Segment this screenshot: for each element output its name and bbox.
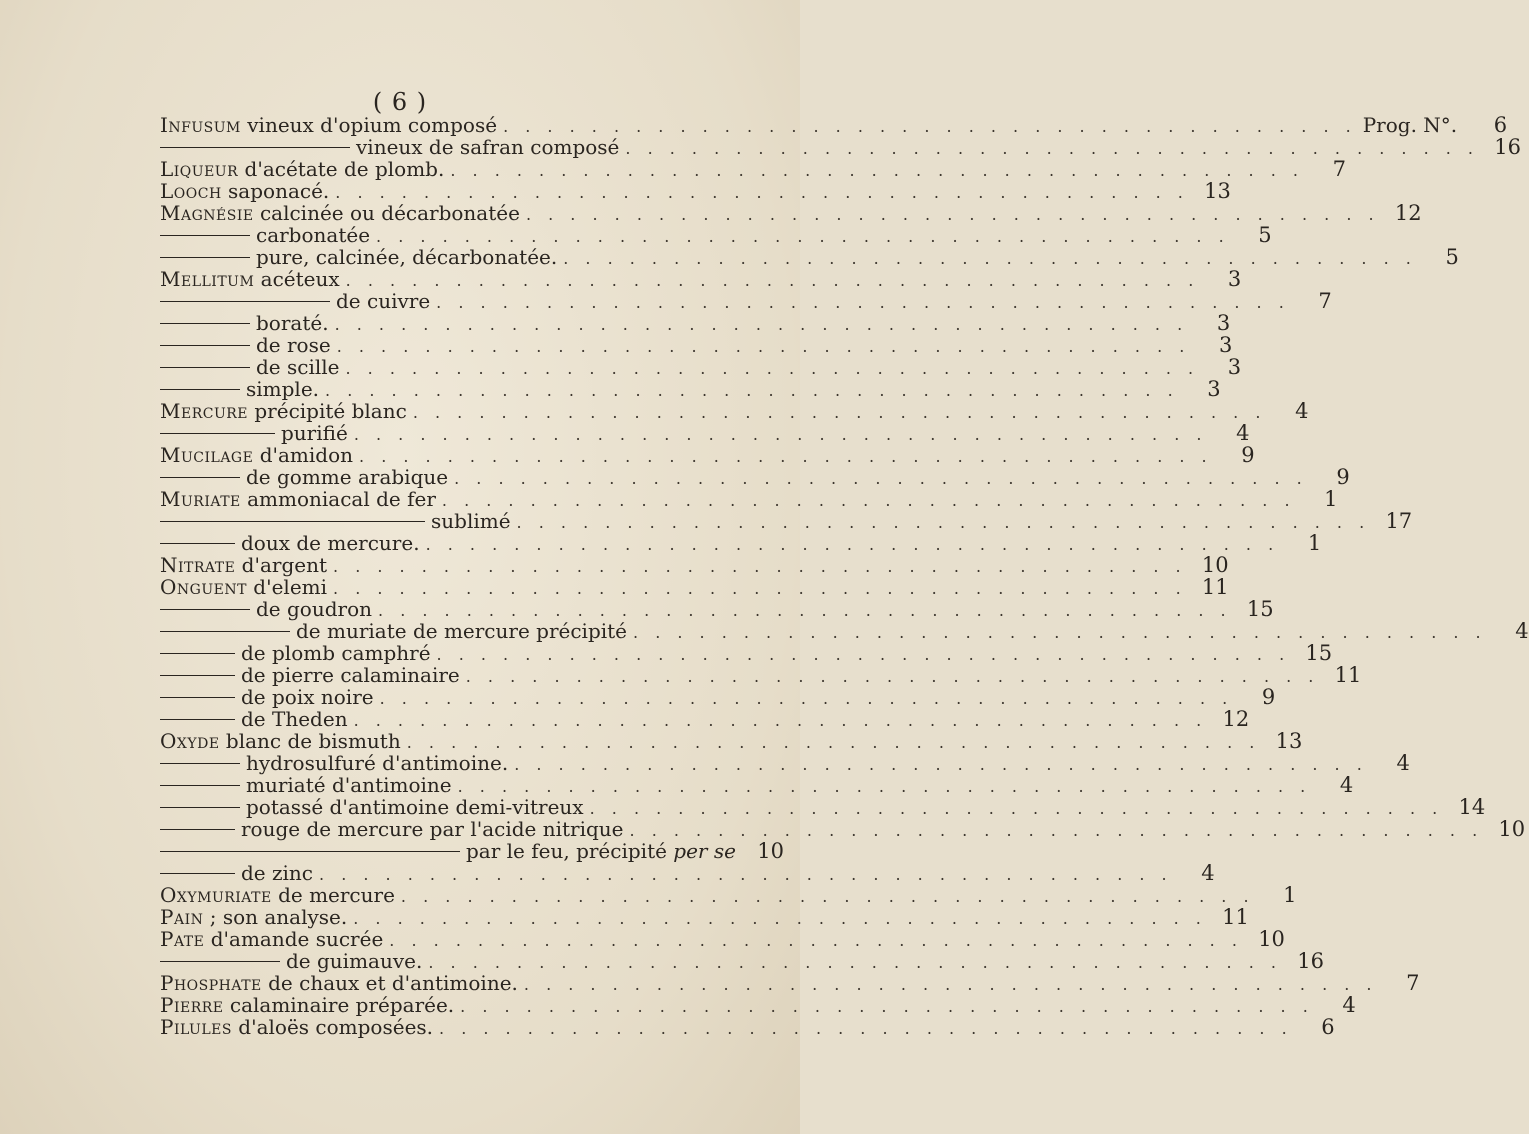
entry-number: 1 [1283,883,1297,907]
index-list [160,113,1529,1039]
entry-number: 17 [1385,509,1413,533]
entry-text: vineux d'opium composé [247,113,498,137]
leader-dots: . . . . . . . . . . . . . . . . . . . . . . . . . . . . . . . . . . . . . . . [625,139,1480,158]
entry-label [160,554,327,576]
entry-number: 10 [1498,817,1526,841]
leader-dots: . . . . . . . . . . . . . . . . . . . . . . . . . . . . . . . . . . . . . . . [400,887,1255,906]
entry-label [160,136,619,158]
entry-number: 12 [1222,707,1250,731]
entry-number: 9 [1261,685,1276,709]
leader-dots: . . . . . . . . . . . . . . . . . . . . . . . . . . . . . . . . . . . . . . . [378,601,1232,620]
entry-label [160,202,520,224]
entry-label [160,730,401,752]
leader-dots: . . . . . . . . . . . . . . . . . . . . . . . . . . . . . . . . . . . . . . . [325,381,1179,400]
entry-name: Pain [160,905,204,929]
entry-number: 1 [1324,487,1338,511]
entry-text: par le feu, précipité [466,839,667,863]
entry-label [160,752,508,774]
leader-dots: . . . . . . . . . . . . . . . . . . . . . . . . . . . . . . . . . . . . . . . [376,227,1230,246]
entry-label [160,444,353,466]
entry-number: 13 [1275,729,1303,753]
entry-text: de mercure [278,883,395,907]
entry-name: Mucilage [160,443,254,467]
entry-text: de poix noire [241,685,374,709]
entry-label [160,268,340,290]
entry-text: potassé d'antimoine demi-vitreux [246,795,584,819]
index-entry [160,707,1250,731]
entry-label [160,884,395,906]
ditto-dash [160,323,250,324]
entry-number: 11 [1334,663,1362,687]
entry-label [160,840,736,862]
header-prog: Prog. N°. [1362,113,1458,137]
entry-text: précipité blanc [254,399,407,423]
index-entry [160,905,1249,929]
index-entry [160,289,1332,313]
ditto-dash [160,609,250,610]
leader-dots: . . . . . . . . . . . . . . . . . . . . . . . . . . . . . . . . . . . . . . . [333,579,1187,598]
entry-text: de Theden [241,707,348,731]
index-entry [160,245,1459,269]
entry-text: de chaux et d'antimoine. [268,971,518,995]
entry-label [160,796,584,818]
leader-dots: . . . . . . . . . . . . . . . . . . . . . . . . . . . . . . . . . . . . . . . [589,799,1444,818]
entry-label [160,642,431,664]
leader-dots: . . . . . . . . . . . . . . . . . . . . . . . . . . . . . . . . . . . . . . . [389,931,1243,950]
entry-number: 16 [1494,135,1522,159]
index-entry [160,553,1229,577]
entry-label [160,532,420,554]
leader-dots: . . . . . . . . . . . . . . . . . . . . . . . . . . . . . . . . . . . . . . . [454,469,1308,488]
entry-text: purifié [281,421,348,445]
entry-name: Phosphate [160,971,262,995]
leader-dots: . . . . . . . . . . . . . . . . . . . . . . . . . . . . . . . . . . . . . . . [353,909,1207,928]
entry-text: pure, calcinée, décarbonatée. [256,245,558,269]
entry-number: 10 [1201,553,1229,577]
entry-number: 3 [1227,267,1242,291]
index-entry [160,641,1333,665]
ditto-dash [160,697,235,698]
entry-text: de zinc [241,861,314,885]
entry-number: 4 [1515,619,1529,643]
entry-text: doux de mercure. [241,531,420,555]
entry-number: 7 [1332,157,1346,181]
entry-label [160,158,444,180]
ditto-dash [160,829,235,830]
index-entry [160,993,1356,1017]
index-entry [160,399,1309,423]
index-entry [160,355,1242,379]
leader-dots: . . . . . . . . . . . . . . . . . . . . . . . . . . . . . . . . . . . . . . . [353,711,1208,730]
entry-number: 6 [1321,1015,1335,1039]
ditto-dash [160,851,460,852]
entry-number: 4 [1342,993,1356,1017]
entry-number: 1 [1307,531,1322,555]
index-entry [160,927,1285,951]
entry-label [160,334,331,356]
entry-number: 3 [1216,311,1231,335]
ditto-dash [160,433,275,434]
entry-number: 4 [1396,751,1410,775]
index-entry [160,377,1221,401]
leader-dots: . . . . . . . . . . . . . . . . . . . . . . . . . . . . . . . . . . . . . . . [436,645,1291,664]
entry-text: muriaté d'antimoine [246,773,452,797]
leader-dots: . . . . . . . . . . . . . . . . . . . . . . . . . . . . . . . . . . . . . . . [345,271,1200,290]
entry-label [160,246,557,268]
entry-text: carbonatée [256,223,371,247]
leader-dots: . . . . . . . . . . . . . . . . . . . . . . . . . . . . . . . . . . . . . . . [334,315,1189,334]
entry-number: 10 [757,839,784,863]
entry-number: 5 [1258,223,1272,247]
entry-label [160,1016,433,1038]
entry-label [160,400,407,422]
entry-name: Pate [160,927,205,951]
index-entry [160,135,1522,159]
index-entry [160,113,1508,137]
entry-text: d'acétate de plomb. [244,157,445,181]
entry-name: Liqueur [160,157,239,181]
entry-text: saponacé. [228,179,330,203]
ditto-dash [160,235,250,236]
leader-dots: . . . . . . . . . . . . . . . . . . . . . . . . . . . . . . . . . . . . . . . [333,557,1187,576]
entry-label [160,950,422,972]
entry-label [160,422,348,444]
entry-text: ammoniacal de fer [247,487,436,511]
index-entry [160,729,1303,753]
leader-dots: . . . . . . . . . . . . . . . . . . . . . . . . . . . . . . . . . . . . . . . [563,249,1417,268]
entry-label [160,224,370,246]
ditto-dash [160,147,350,148]
entry-number: 10 [1258,927,1285,951]
index-entry [160,773,1354,797]
entry-text: blanc de bismuth [225,729,401,753]
ditto-dash [160,763,240,764]
leader-dots: . . . . . . . . . . . . . . . . . . . . . . . . . . . . . . . . . . . . . . . [428,953,1282,972]
entry-text: boraté. [256,311,329,335]
entry-number: 7 [1406,971,1420,995]
entry-label [160,576,327,598]
entry-number: 3 [1227,355,1242,379]
index-entry [160,509,1413,533]
entry-label [160,378,319,400]
leader-dots: . . . . . . . . . . . . . . . . . . . . . . . . . . . . . . . . . . . . . . . [359,447,1213,466]
ditto-dash [160,257,250,258]
entry-number: 16 [1297,949,1324,973]
entry-text: de goudron [256,597,373,621]
index-entry [160,861,1215,885]
entry-text: calcinée ou décarbonatée [259,201,520,225]
entry-text: de cuivre [336,289,431,313]
entry-text: sublimé [431,509,511,533]
leader-dots: . . . . . . . . . . . . . . . . . . . . . . . . . . . . . . . . . . . . . . . [523,975,1378,994]
entry-number: 14 [1458,795,1486,819]
entry-text: rouge de mercure par l'acide nitrique [241,817,624,841]
leader-dots: . . . . . . . . . . . . . . . . . . . . . . . . . . . . . . . . . . . . . . . [516,513,1371,532]
entry-number: 11 [1222,905,1249,929]
entry-text: de gomme arabique [246,465,449,489]
index-entry [160,839,784,863]
entry-label [160,312,329,334]
entry-text: de scille [256,355,340,379]
entry-text: vineux de safran composé [356,135,620,159]
entry-number: 15 [1305,641,1333,665]
entry-name: Oxymuriate [160,883,272,907]
ditto-dash [160,961,280,962]
entry-text: simple. [246,377,320,401]
entry-name: Mercure [160,399,249,423]
entry-number: 3 [1218,333,1233,357]
entry-number: 12 [1394,201,1422,225]
entry-number: 4 [1339,773,1354,797]
entry-label [160,488,436,510]
entry-label [160,906,347,928]
entry-name: Pierre [160,993,224,1017]
entry-text: d'argent [241,553,328,577]
entry-label [160,686,374,708]
entry-text: calaminaire préparée. [229,993,455,1017]
entry-name: Pilules [160,1015,232,1039]
entry-number: 7 [1318,289,1332,313]
ditto-dash [160,873,235,874]
index-entry [160,465,1350,489]
entry-label [160,774,452,796]
entry-label [160,862,313,884]
leader-dots: . . . . . . . . . . . . . . . . . . . . . . . . . . . . . . . . . . . . . . . [514,755,1368,774]
index-entry [160,619,1529,643]
entry-name: Mellitum [160,267,255,291]
index-entry [160,201,1422,225]
index-entry [160,883,1297,907]
entry-label [160,664,460,686]
entry-text: de pierre calaminaire [241,663,460,687]
ditto-dash [160,301,330,302]
leader-dots: . . . . . . . . . . . . . . . . . . . . . . . . . . . . . . . . . . . . . . . [450,161,1304,180]
ditto-dash [160,345,250,346]
entry-number: 9 [1241,443,1255,467]
entry-number: 11 [1201,575,1229,599]
entry-text: de guimauve. [286,949,423,973]
entry-label [160,928,383,950]
ditto-dash [160,719,235,720]
leader-dots: . . . . . . . . . . . . . . . . . . . . . . . . . . . . . . . . . . . . . . . [379,689,1234,708]
entry-number: 6 [1493,113,1508,137]
ditto-dash [160,389,240,390]
index-entry [160,663,1362,687]
entry-name: Looch [160,179,222,203]
leader-dots: . . . . . . . . . . . . . . . . . . . . . . . . . . . . . . . . . . . . . . . [441,491,1296,510]
index-entry [160,421,1250,445]
page-number: ( 6 ) [372,88,428,116]
entry-number: 3 [1207,377,1221,401]
leader-dots: . . . . . . . . . . . . . . . . . . . . . . . . . . . . . . . . . . . . . . . [633,623,1487,642]
entry-text: de rose [256,333,331,357]
entry-label [160,180,329,202]
entry-label [160,114,497,136]
ditto-dash [160,477,240,478]
entry-name: Magnésie [160,201,254,225]
ditto-dash [160,543,235,544]
ditto-dash [160,807,240,808]
entry-label [160,466,448,488]
index-entry [160,267,1242,291]
entry-number: 4 [1295,399,1309,423]
index-entry [160,443,1255,467]
index-entry [160,223,1272,247]
index-entry [160,1015,1335,1039]
entry-label [160,994,454,1016]
entry-number: 9 [1336,465,1350,489]
index-entry [160,531,1322,555]
leader-dots: . . . . . . . . . . . . . . . . . . . . . . . . . . . . . . . . . . . . . . . [335,183,1189,202]
entry-text: d'amidon [259,443,354,467]
ditto-dash [160,653,235,654]
leader-dots: . . . . . . . . . . . . . . . . . . . . . . . . . . . . . . . . . . . . . . . [319,865,1173,884]
entry-text: acéteux [260,267,340,291]
leader-dots: . . . . . . . . . . . . . . . . . . . . . . . . . . . . . . . . . . . . . . . [336,337,1191,356]
leader-dots: . . . . . . . . . . . . . . . . . . . . . . . . . . . . . . . . . . . . . . . [345,359,1200,378]
entry-label [160,818,624,840]
leader-dots: . . . . . . . . . . . . . . . . . . . . . . . . . . . . . . . . . . . . . . . [353,425,1208,444]
entry-number: 5 [1445,245,1459,269]
entry-label [160,598,372,620]
entry-number: 4 [1201,861,1215,885]
leader-dots: . . . . . . . . . . . . . . . . . . . . . . . . . . . . . . . . . . . . . . . [412,403,1267,422]
leader-dots: . . . . . . . . . . . . . . . . . . . . . . . . . . . . . . . . . . . . . . . [460,997,1314,1016]
entry-number: 4 [1236,421,1250,445]
leader-dots: . . . . . . . . . . . . . . . . . . . . . . . . . . . . . . . . . . . . . . . [503,117,1357,136]
leader-dots: . . . . . . . . . . . . . . . . . . . . . . . . . . . . . . . . . . . . . . . [406,733,1261,752]
entry-text: hydrosulfuré d'antimoine. [246,751,509,775]
entry-text: de muriate de mercure précipité [296,619,628,643]
index-entry [160,817,1526,841]
index-entry [160,333,1233,357]
entry-label [160,972,518,994]
ditto-dash [160,631,290,632]
index-entry [160,971,1420,995]
entry-text: ; son analyse. [209,905,348,929]
entry-name: Nitrate [160,553,236,577]
ditto-dash [160,521,425,522]
index-entry [160,795,1486,819]
entry-number: 13 [1204,179,1231,203]
leader-dots: . . . . . . . . . . . . . . . . . . . . . . . . . . . . . . . . . . . . . . . [629,821,1484,840]
index-entry [160,949,1324,973]
entry-label [160,356,340,378]
entry-name: Muriate [160,487,241,511]
entry-italic-text: per se [673,839,736,863]
entry-name: Onguent [160,575,247,599]
index-entry [160,751,1410,775]
entry-label [160,510,511,532]
index-entry [160,597,1274,621]
entry-label [160,290,430,312]
index-entry [160,157,1346,181]
leader-dots: . . . . . . . . . . . . . . . . . . . . . . . . . . . . . . . . . . . . . . . [439,1019,1293,1038]
entry-number: 15 [1246,597,1274,621]
entry-text: d'aloës composées. [238,1015,434,1039]
ditto-dash [160,675,235,676]
index-entry [160,179,1231,203]
index-entry [160,311,1231,335]
entry-text: d'elemi [253,575,328,599]
entry-label [160,708,348,730]
ditto-dash [160,367,250,368]
index-entry [160,487,1338,511]
entry-text: d'amande sucrée [210,927,384,951]
ditto-dash [160,785,240,786]
entry-text: de plomb camphré [241,641,431,665]
leader-dots: . . . . . . . . . . . . . . . . . . . . . . . . . . . . . . . . . . . . . . . [465,667,1320,686]
index-entry [160,575,1229,599]
leader-dots: . . . . . . . . . . . . . . . . . . . . . . . . . . . . . . . . . . . . . . . [425,535,1280,554]
entry-name: Oxyde [160,729,220,753]
leader-dots: . . . . . . . . . . . . . . . . . . . . . . . . . . . . . . . . . . . . . . . [436,293,1290,312]
index-entry [160,685,1276,709]
leader-dots: . . . . . . . . . . . . . . . . . . . . . . . . . . . . . . . . . . . . . . . [525,205,1380,224]
leader-dots: . . . . . . . . . . . . . . . . . . . . . . . . . . . . . . . . . . . . . . . [457,777,1312,796]
entry-label [160,620,627,642]
entry-name: Infusum [160,113,241,137]
